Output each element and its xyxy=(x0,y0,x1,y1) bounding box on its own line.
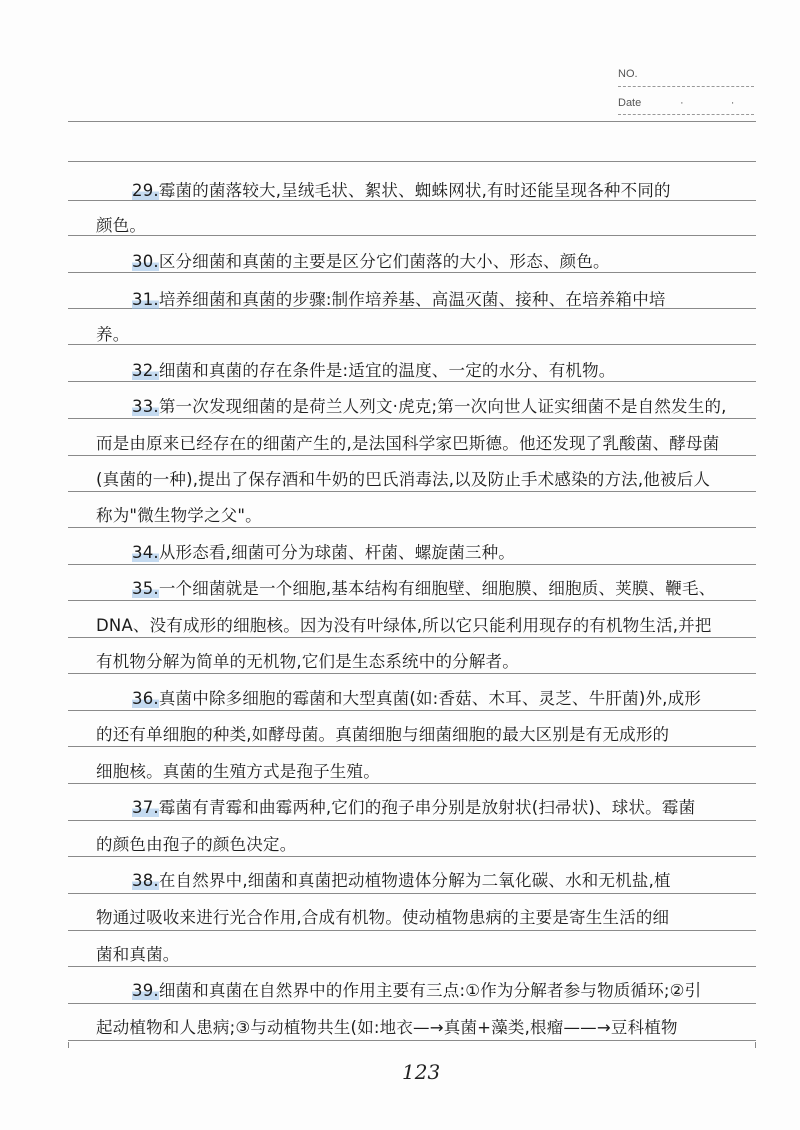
no-label: NO. xyxy=(618,68,638,80)
item-number: 34. xyxy=(132,543,159,562)
item-number: 29. xyxy=(132,181,159,200)
page-number: 123 xyxy=(402,1060,441,1084)
note-line: 的颜色由孢子的颜色决定。 xyxy=(96,835,297,854)
note-line: 称为"微生物学之父"。 xyxy=(96,506,262,525)
note-line: 的还有单细胞的种类,如酵母菌。真菌细胞与细菌细胞的最大区别是有无成形的 xyxy=(96,725,670,744)
item-number: 38. xyxy=(132,871,159,890)
note-line: 有机物分解为简单的无机物,它们是生态系统中的分解者。 xyxy=(96,652,519,671)
note-line: 物通过吸收来进行光合作用,合成有机物。使动植物患病的主要是寄生生活的细 xyxy=(96,908,670,927)
ruled-line xyxy=(68,564,756,565)
ruled-line xyxy=(68,1003,756,1004)
item-number: 37. xyxy=(132,798,159,817)
note-line: 39.细菌和真菌在自然界中的作用主要有三点:①作为分解者参与物质循环;②引 xyxy=(132,981,702,1000)
item-number: 39. xyxy=(132,981,159,1000)
note-line: 32.细菌和真菌的存在条件是:适宜的温度、一定的水分、有机物。 xyxy=(132,361,616,380)
item-number: 36. xyxy=(132,689,159,708)
note-line: 菌和真菌。 xyxy=(96,945,180,964)
ruled-line xyxy=(68,930,756,931)
ruled-line xyxy=(68,856,756,857)
note-line: 31.培养细菌和真菌的步骤:制作培养基、高温灭菌、接种、在培养箱中培 xyxy=(132,290,666,309)
note-line: 30.区分细菌和真菌的主要是区分它们菌落的大小、形态、颜色。 xyxy=(132,252,610,271)
note-line: 颜色。 xyxy=(96,216,147,235)
item-number: 30. xyxy=(132,252,159,271)
note-line: 36.真菌中除多细胞的霉菌和大型真菌(如:香菇、木耳、灵芝、牛肝菌)外,成形 xyxy=(132,689,702,708)
note-line: 38.在自然界中,细菌和真菌把动植物遗体分解为二氧化碳、水和无机盐,植 xyxy=(132,871,671,890)
ruled-line xyxy=(68,527,756,528)
ruled-line xyxy=(68,893,756,894)
item-number: 32. xyxy=(132,361,159,380)
note-line: 29.霉菌的菌落较大,呈绒毛状、絮状、蜘蛛网状,有时还能呈现各种不同的 xyxy=(132,181,671,200)
ruled-line xyxy=(68,455,756,456)
ruled-line xyxy=(68,746,756,747)
note-line: (真菌的一种),提出了保存酒和牛奶的巴氏消毒法,以及防止手术感染的方法,他被后人 xyxy=(96,470,711,489)
ruled-line xyxy=(68,1040,756,1041)
ruled-line xyxy=(68,966,756,967)
ruled-line xyxy=(68,820,756,821)
ruled-line xyxy=(68,783,756,784)
ruled-line xyxy=(68,600,756,601)
date-dots: · · xyxy=(680,97,757,109)
note-line: 细胞核。真菌的生殖方式是孢子生殖。 xyxy=(96,762,380,781)
ruled-line xyxy=(68,673,756,674)
item-number: 35. xyxy=(132,579,159,598)
ruled-line xyxy=(68,710,756,711)
ruled-line xyxy=(68,121,756,122)
ruled-line xyxy=(68,161,756,162)
date-label: Date xyxy=(618,97,642,109)
note-line: 养。 xyxy=(96,325,130,344)
ruled-line xyxy=(68,272,756,273)
note-line: 33.第一次发现细菌的是荷兰人列文·虎克;第一次向世人证实细菌不是自然发生的, xyxy=(132,397,727,416)
margin-tick xyxy=(68,1042,69,1048)
item-number: 31. xyxy=(132,290,159,309)
ruled-line xyxy=(68,637,756,638)
ruled-line xyxy=(68,491,756,492)
ruled-line xyxy=(68,381,756,382)
date-underline xyxy=(618,114,754,115)
note-line: 35.一个细菌就是一个细胞,基本结构有细胞壁、细胞膜、细胞质、荚膜、鞭毛、 xyxy=(132,579,716,598)
note-line: DNA、没有成形的细胞核。因为没有叶绿体,所以它只能利用现存的有机物生活,并把 xyxy=(96,616,712,635)
note-line: 而是由原来已经存在的细菌产生的,是法国科学家巴斯德。他还发现了乳酸菌、酵母菌 xyxy=(96,434,720,453)
no-underline xyxy=(618,86,754,87)
margin-tick xyxy=(755,1042,756,1048)
note-line: 起动植物和人患病;③与动植物共生(如:地衣—→真菌+藻类,根瘤——→豆科植物 xyxy=(96,1018,678,1037)
ruled-line xyxy=(68,418,756,419)
item-number: 33. xyxy=(132,397,159,416)
note-line: 37.霉菌有青霉和曲霉两种,它们的孢子串分别是放射状(扫帚状)、球状。霉菌 xyxy=(132,798,696,817)
note-line: 34.从形态看,细菌可分为球菌、杆菌、螺旋菌三种。 xyxy=(132,543,515,562)
